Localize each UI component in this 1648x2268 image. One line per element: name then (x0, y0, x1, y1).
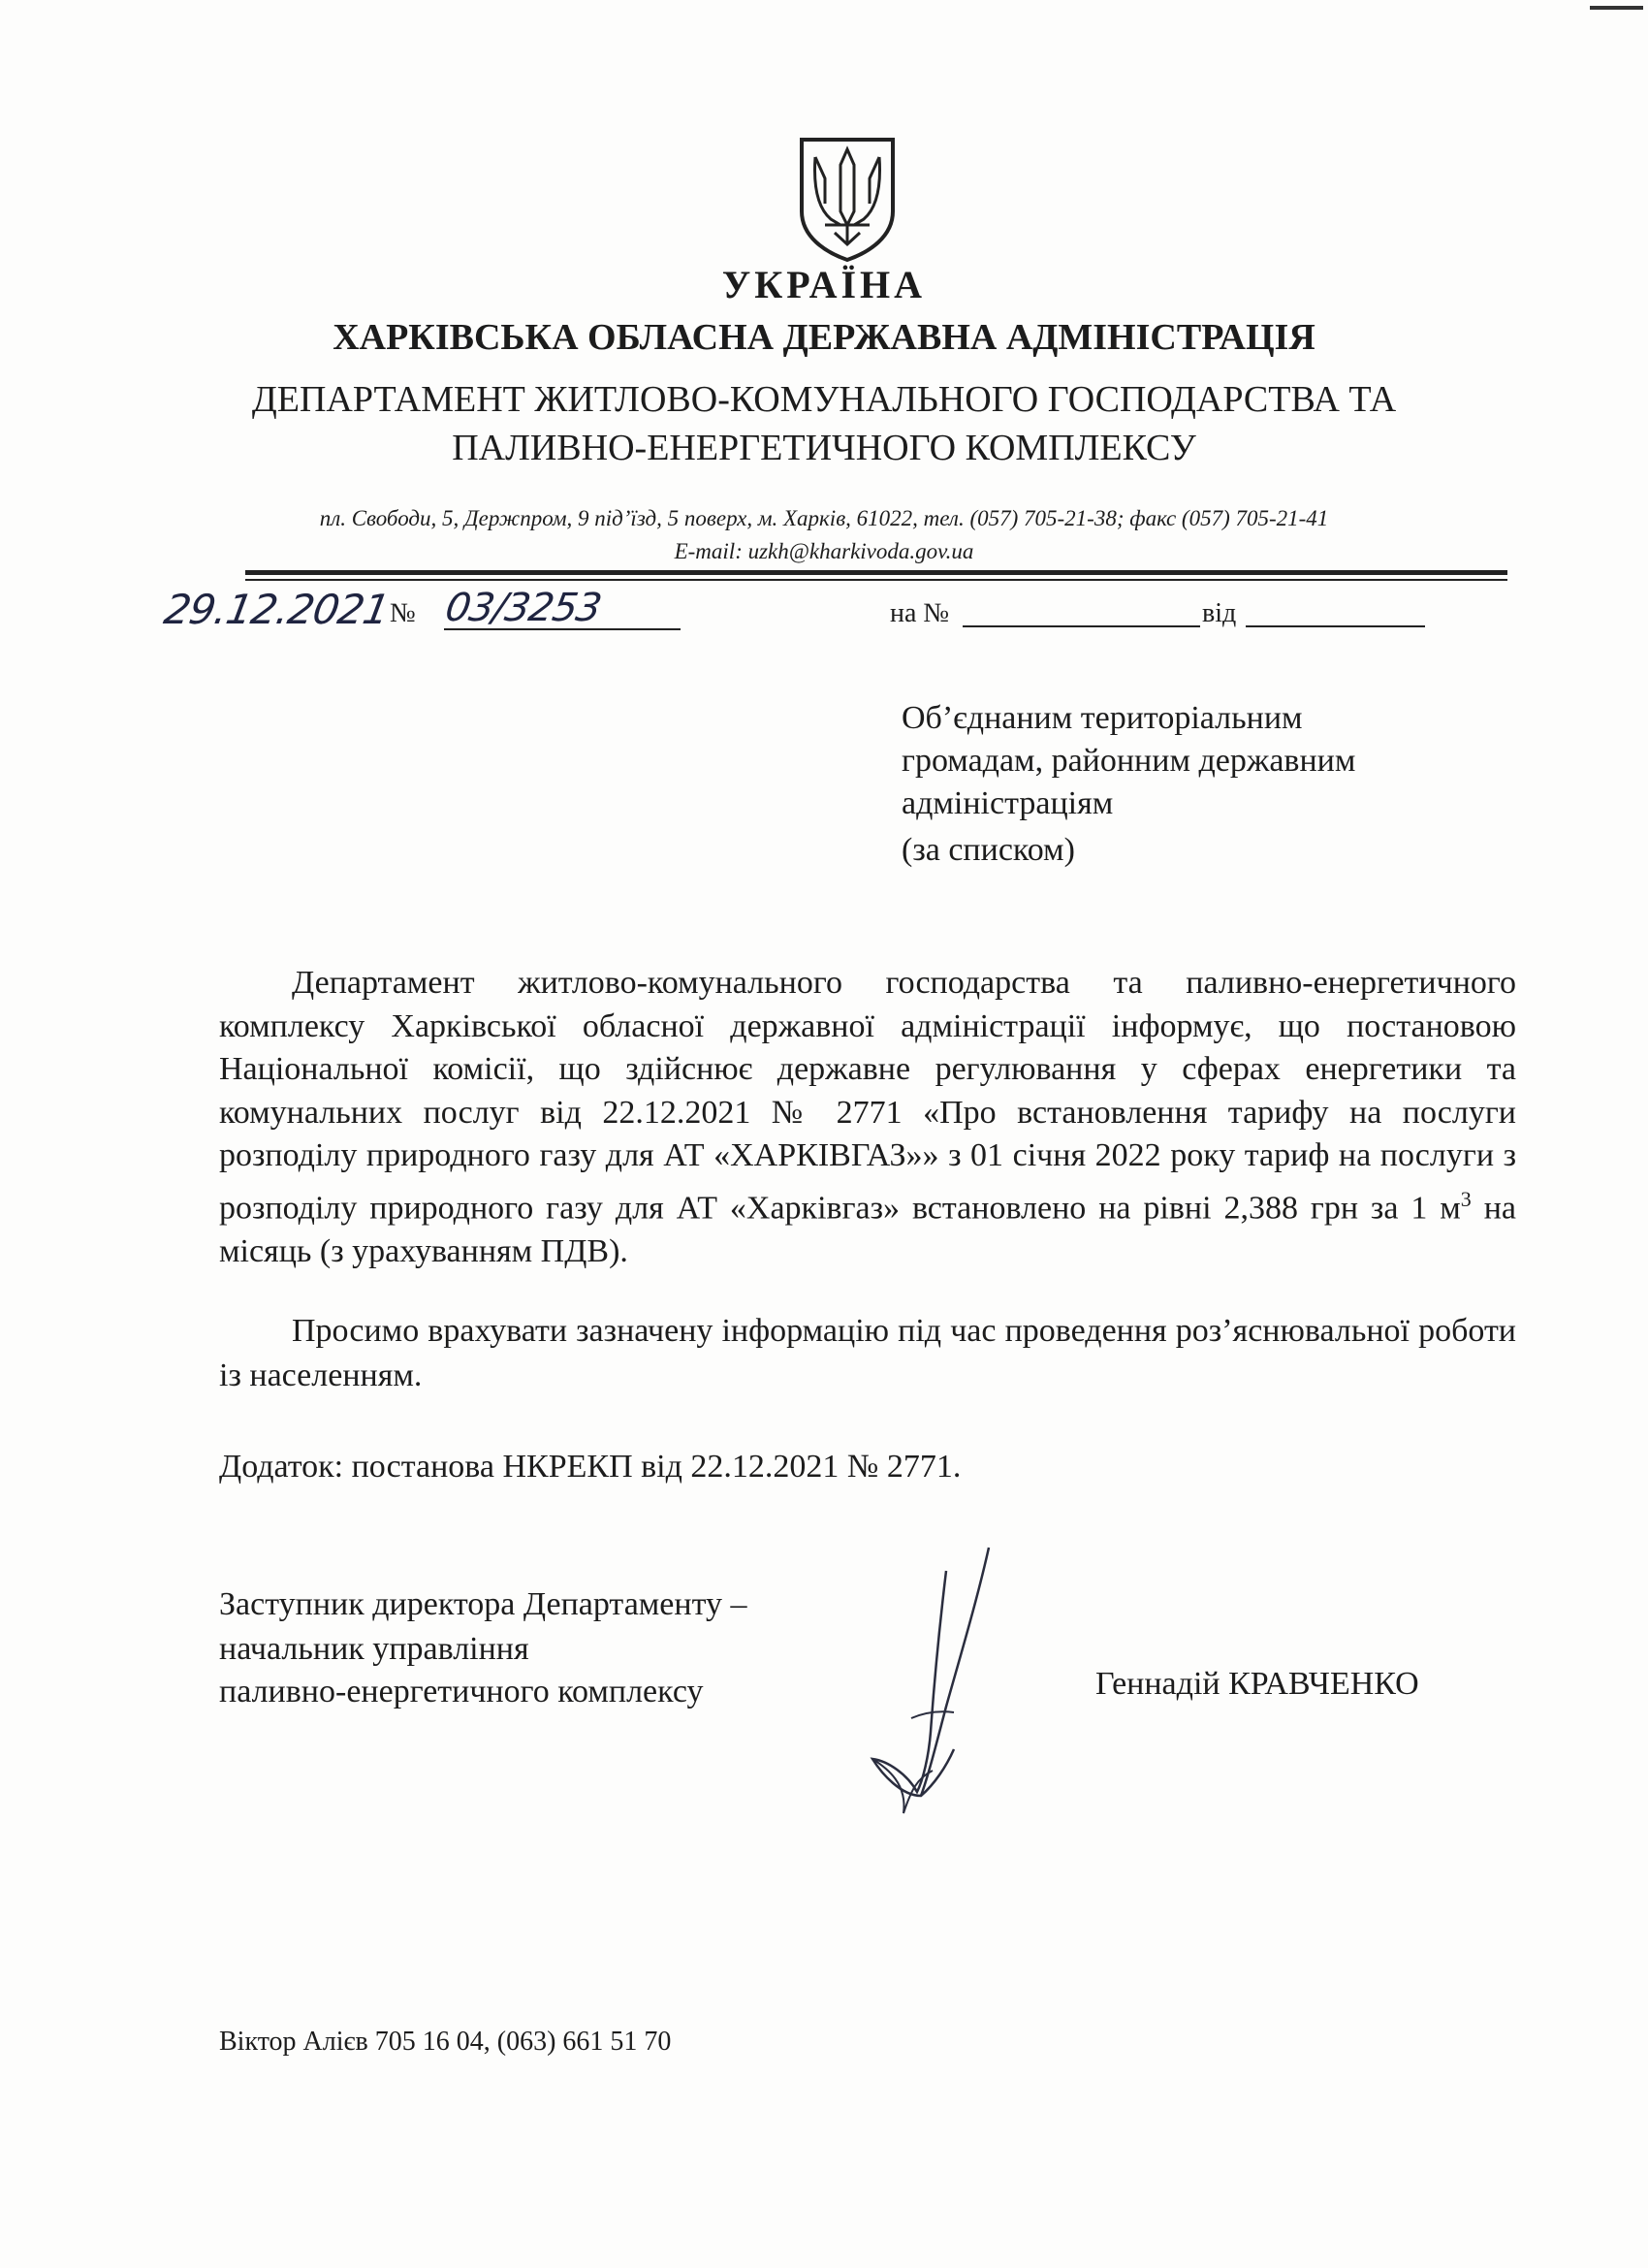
registration-number-handwritten: 03/3253 (441, 586, 605, 630)
body-paragraph-1-end: на місяць (з урахуванням ПДВ). (219, 1190, 1516, 1269)
signer-position-line2: начальник управління (219, 1631, 529, 1667)
reference-number-blank (963, 625, 1200, 627)
signer-position-line1: Заступник директора Департаменту – (219, 1586, 747, 1622)
trident-coat-of-arms-icon (796, 136, 899, 262)
signer-name: Геннадій КРАВЧЕНКО (1095, 1666, 1419, 1702)
administration-title: ХАРКІВСЬКА ОБЛАСНА ДЕРЖАВНА АДМІНІСТРАЦІЯ (333, 317, 1315, 358)
body-paragraph-1-text: Департамент житлово-комунального господарства та паливно-енергетичного комплексу Харківської обласної державної адміністрації інформує, що постановою Національної комісії, що здійснює державне регулювання у сферах енергетики та комунальних послуг від 22.12.2021 № 2771 «Про встановлення тарифу на послуги розподілу природного газу для АТ «ХАРКІВГАЗ»» з 01 січня 2022 року тариф на послуги з розподілу природного газу для АТ «Харківгаз» встановлено на рівні 2,388 грн за 1 м (219, 965, 1516, 1227)
reference-date-blank (1246, 625, 1425, 627)
handwritten-signature (853, 1542, 1028, 1833)
addressee-line1: Об’єднаним територіальним (902, 700, 1303, 736)
executor-contact: Віктор Алієв 705 16 04, (063) 661 51 70 (219, 2027, 672, 2057)
attachment-line: Додаток: постанова НКРЕКП від 22.12.2021 № 2771. (219, 1449, 962, 1485)
header-rule-thin (245, 579, 1507, 581)
department-title-line2: ПАЛИВНО-ЕНЕРГЕТИЧНОГО КОМПЛЕКСУ (452, 428, 1196, 468)
signer-position-line3: паливно-енергетичного комплексу (219, 1674, 704, 1709)
email-line: E-mail: uzkh@kharkivoda.gov.ua (674, 539, 974, 563)
department-title-line1: ДЕПАРТАМЕНТ ЖИТЛОВО-КОМУНАЛЬНОГО ГОСПОДАРСТВА ТА (251, 379, 1397, 420)
addressee-line4: (за списком) (902, 832, 1075, 868)
body-paragraph-2: Просимо врахувати зазначену інформацію під час проведення роз’яснювальної роботи із населенням. (219, 1313, 1516, 1393)
scan-corner-mark (1590, 6, 1643, 10)
body-paragraph-1 (219, 962, 1516, 1273)
addressee-line3: адміністраціям (902, 785, 1114, 821)
addressee-line2: громадам, районним державним (902, 743, 1356, 779)
header-rule-thick (245, 570, 1507, 575)
registration-date-handwritten: 29.12.2021 (160, 586, 393, 633)
registration-number-label: № (390, 598, 416, 628)
address-line: пл. Свободи, 5, Держпром, 9 під’їзд, 5 поверх, м. Харків, 61022, тел. (057) 705-21-38; факс (057) 705-21-41 (319, 506, 1329, 530)
reference-date-label: від (1202, 598, 1237, 628)
cubic-superscript: 3 (1460, 1186, 1472, 1211)
country-title: УКРАЇНА (721, 263, 927, 306)
registration-number-underline (444, 628, 681, 630)
reference-number-label: на № (890, 598, 950, 628)
